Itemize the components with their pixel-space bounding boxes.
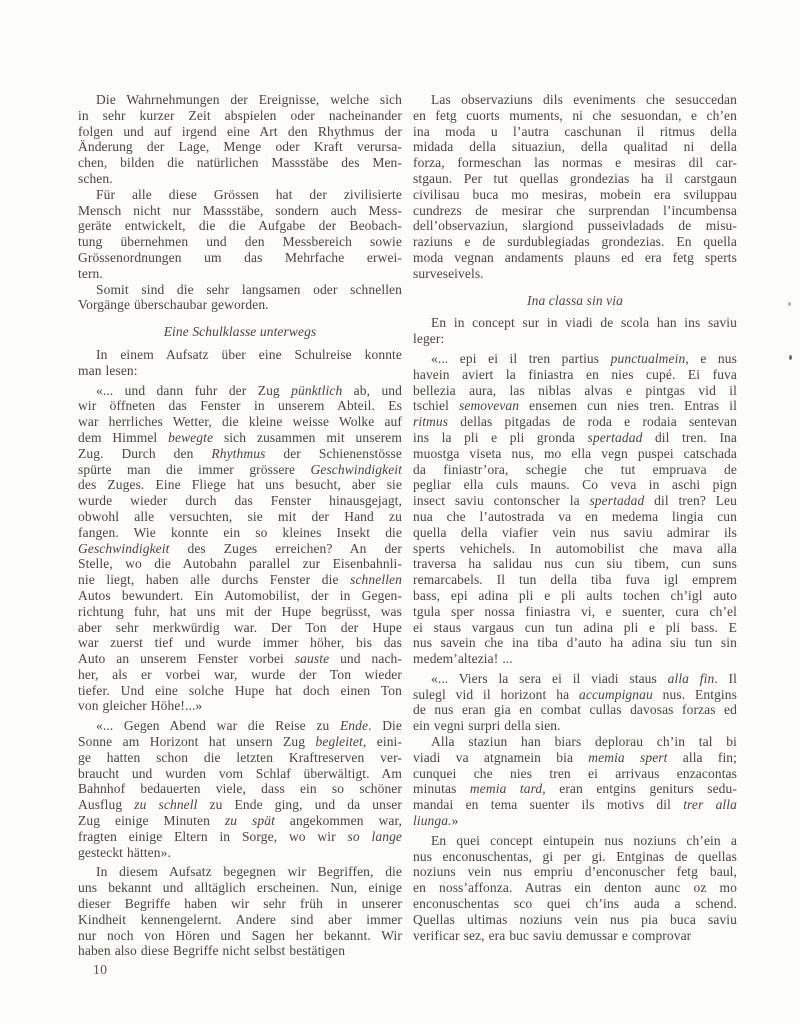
text-line: «... epi ei il tren partius punctualmein, e nus (431, 350, 737, 366)
text-line: dell’observaziun, slargiond pusseivladads de misu- (413, 218, 737, 234)
text-line: surveseivels. (413, 265, 484, 281)
text-line: tern. (78, 265, 103, 281)
text-line: leger: (413, 331, 445, 347)
text-line: Auto an unserem Fenster vorbei sauste und nach- (78, 651, 402, 667)
section-heading: Eine Schulklasse unterwegs (163, 324, 317, 340)
page-number: 10 (93, 962, 108, 977)
text-line: Bahnhof bedauerten viele, dass ein so schöner (78, 781, 402, 797)
text-line: en noss’affonza. Autras ein denton aunc oz mo (413, 880, 737, 896)
text-line: raziuns e de surdublegiadas grondezias. En quella (413, 234, 737, 250)
text-line: verificar sez, era buc saviu demussar e comprovar (413, 927, 692, 943)
text-line: obwohl alle versuchten, sie mit der Hand zu (78, 508, 402, 524)
text-line: En quei concept eintupein nus noziuns ch’ein a (431, 832, 737, 848)
text-line: tschiel semovevan ensemen cun nies tren. Entras il (413, 398, 737, 414)
text-line: medem’altezia! ... (413, 651, 513, 667)
text-line: sperts vehichels. In automobilist che mava alla (413, 540, 737, 556)
text-line: richtung fuhr, hat uns mit der Hupe begrüsst, was (78, 603, 402, 619)
text-line: forza, formeschan las normas e mesiras dil car- (413, 155, 737, 171)
text-line: cundrezs de mesirar che surprendan l’incumbensa (413, 202, 737, 218)
text-line: dieser Begriffe haben wir sehr früh in unserer (78, 896, 402, 912)
text-line: In einem Aufsatz über eine Schulreise konnte (96, 346, 402, 362)
text-line: midada della situaziun, della qualitad ni della (413, 139, 737, 155)
text-line: fangen. Wie konnte ein so kleines Insekt die (78, 524, 402, 540)
text-line: noziuns vein nus empriu d’enconuscher fetg baul, (413, 864, 737, 880)
text-line: traversa ha salidau nus cun siu tibem, cun suns (413, 556, 737, 572)
text-line: quella della viafier vein nus saviu admirar ils (413, 524, 737, 540)
paragraph (78, 383, 402, 715)
text-line: stgaun. Per tut quellas grondezias ha il carstgaun (413, 170, 737, 186)
text-line: enconuschentas sco quei ch’ins auda a schend. (413, 896, 737, 912)
paragraph (78, 187, 402, 282)
text-line: nus enconuschentas, gi per gi. Entginas de quellas (413, 848, 737, 864)
text-line: da finiastr’ora, schegie che tut empruava de (413, 461, 737, 477)
paragraph (78, 718, 402, 860)
left-column (78, 92, 402, 959)
text-line: aber sehr merkwürdig war. Der Ton der Hupe (78, 619, 402, 635)
text-line: cunquei che nies tren ei arrivaus enzacontas (413, 765, 737, 781)
text-line: Somit sind die sehr langsamen oder schnellen (96, 281, 402, 297)
text-line: in sehr kurzer Zeit abspielen oder nacheinander (78, 107, 402, 123)
text-line: Änderung der Lage, Menge oder Kraft verursa- (78, 139, 402, 155)
text-line: bass, epi adina pli e pli aults tochen ch’igl auto (413, 587, 737, 603)
text-line: fragten einige Eltern in Sorge, wo wir so lange (78, 828, 402, 844)
paragraph (78, 347, 402, 379)
text-line: havein aviert la finiastra en nies cupé. Ei fuva (413, 366, 737, 382)
text-line: braucht und wurden vom Schlaf überwältigt. Am (78, 765, 402, 781)
text-line: tung übernehmen und den Messbereich sowie (78, 234, 402, 250)
text-line: nua che l’autostrada va en medema lingia cun (413, 508, 737, 524)
text-line: insect saviu contonscher la spertadad dil tren? Leu (413, 493, 737, 509)
text-line: minutas memia tard, eran entgins geniturs sedu- (413, 781, 737, 797)
text-line: Alla staziun han biars deplorau ch’in tal bi (431, 734, 737, 750)
text-line: ein vegni surpri della sien. (413, 718, 561, 734)
text-line: bellezia aura, las niblas alvas e pintgas vid il (413, 382, 737, 398)
text-line: Vorgänge überschaubar geworden. (78, 297, 269, 313)
text-line: von gleicher Höhe!...» (78, 698, 203, 714)
text-line: folgen und auf irgend eine Art den Rhythmus der (78, 123, 402, 139)
scan-artifact-1 (788, 302, 791, 306)
text-line: Kindheit kennengelernt. Andere sind aber immer (78, 911, 402, 927)
paragraph (413, 351, 737, 667)
paragraph (413, 671, 737, 734)
text-line: uns bekannt und alltäglich erscheinen. Nun, einige (78, 880, 402, 896)
text-line: Zug einige Minuten zu spät angekommen war, (78, 813, 402, 829)
text-line: de nus eran gia en combat cullas davosas forzas ed (413, 702, 737, 718)
text-line: war herrliches Wetter, die kleine weisse Wolke auf (78, 414, 402, 430)
text-line: «... Viers la sera ei il viadi staus alla fin. Il (431, 670, 737, 686)
text-line: Grössenordnungen um das Mehrfache erwei- (78, 249, 402, 265)
text-line: ina moda u l’autra caschunan il ritmus della (413, 123, 737, 139)
text-line: man lesen: (78, 362, 138, 378)
text-line: Las observaziuns dils eveniments che sesuccedan (431, 92, 737, 107)
text-line: Autos bewundert. Ein Automobilist, der in Gegen- (78, 587, 402, 603)
text-line: Sonne am Horizont hat unsern Zug begleitet, eini- (78, 734, 402, 750)
scan-artifact-2 (789, 355, 792, 360)
text-line: her, als er vorbei war, wurde der Ton wieder (78, 666, 402, 682)
paragraph (413, 92, 737, 282)
text-line: Zug. Durch den Rhythmus der Schienenstösse (78, 445, 402, 461)
text-line: sulegl vid il horizont ha accumpignau nus. Entgins (413, 686, 737, 702)
text-line: haben also diese Begriffe nicht selbst bestätigen (78, 943, 346, 959)
text-line: pegliar ella culs mauns. Co veva in aschi pign (413, 477, 737, 493)
text-line: «... und dann fuhr der Zug pünktlich ab, und (96, 382, 402, 398)
text-line: des Zuges. Eine Fliege hat uns besucht, aber sie (78, 477, 402, 493)
paragraph (413, 315, 737, 347)
text-line: muostga viseta nus, mo ella vegn puspei catschada (413, 445, 737, 461)
text-line: ritmus dellas pitgadas de roda e rodaia sentevan (413, 414, 737, 430)
text-line: tgula sper nossa finiastra vi, e suenter, cura ch’el (413, 603, 737, 619)
text-line: geräte entwickelt, die die Aufgabe der Beobach- (78, 218, 402, 234)
text-line: Stelle, wo die Autobahn parallel zur Eisenbahnli- (78, 556, 402, 572)
text-line: nus savein che ina tiba d’auto ha adina siu tun sin (413, 635, 737, 651)
text-line: gesteckt hätten». (78, 844, 171, 860)
text-line: nie liegt, haben alle durchs Fenster die schnellen (78, 572, 402, 588)
text-line: mandai en tema suenter ils motivs dil trer alla (413, 797, 737, 813)
text-line: ge hatten schon die letzten Kraftreserven ver- (78, 749, 402, 765)
text-line: viadi va atgnamein bia memia spert alla fin; (413, 749, 737, 765)
text-line: Geschwindigkeit des Zuges erreichen? An der (78, 540, 402, 556)
text-line: war zuerst tief und wurde immer höher, bis das (78, 635, 402, 651)
text-line: «... Gegen Abend war die Reise zu Ende. Die (96, 718, 402, 734)
text-line: In diesem Aufsatz begegnen wir Begriffen, die (96, 864, 402, 880)
section-heading: Ina classa sin via (527, 292, 623, 308)
text-line: wir öffneten das Fenster in unserem Abteil. Es (78, 398, 402, 414)
text-line: ins la pli e pli gronda spertadad dil tren. Ina (413, 429, 737, 445)
paragraph (78, 282, 402, 314)
text-line: moda vegnan andaments plauns ed era fetg sperts (413, 249, 737, 265)
text-line: schen. (78, 170, 113, 186)
text-line: en fetg cuorts muments, ni che sesuondan, e ch’en (413, 107, 737, 123)
text-line: Ausflug zu schnell zu Ende ging, und da unser (78, 797, 402, 813)
paragraph (78, 864, 402, 959)
text-line: spürte man die immer grössere Geschwindigkeit (78, 461, 402, 477)
text-line: ei staus vargaus cun tun adina pli e pli bass. E (413, 619, 737, 635)
text-line: chen, bilden die natürlichen Massstäbe des Men- (78, 155, 402, 171)
text-line: Mensch nicht nur Massstäbe, sondern auch Mess- (78, 202, 402, 218)
paragraph (413, 833, 737, 944)
text-line: nur noch von Hören und Sagen her bekannt. Wir (78, 927, 402, 943)
text-line: Quellas ultimas noziuns vein nus pia buca saviu (413, 911, 737, 927)
paragraph (78, 92, 402, 187)
text-line: civilisau buca mo mesiras, mobein era sviluppau (413, 186, 737, 202)
right-column (413, 92, 737, 959)
text-line: remarcabels. Il tun della tiba fuva igl emprem (413, 572, 737, 588)
text-columns (78, 92, 737, 959)
text-line: En in concept sur in viadi de scola han ins saviu (431, 315, 737, 331)
text-line: dem Himmel bewegte sich zusammen mit unserem (78, 429, 402, 445)
text-line: Die Wahrnehmungen der Ereignisse, welche sich (96, 92, 402, 107)
text-line: wurde wieder durch das Fenster hinausgejagt, (78, 493, 402, 509)
text-line: Für alle diese Grössen hat der zivilisierte (96, 186, 402, 202)
text-line: tiefer. Und eine solche Hupe hat doch einen Ton (78, 682, 402, 698)
text-line: liunga.» (413, 813, 459, 829)
paragraph (413, 734, 737, 829)
